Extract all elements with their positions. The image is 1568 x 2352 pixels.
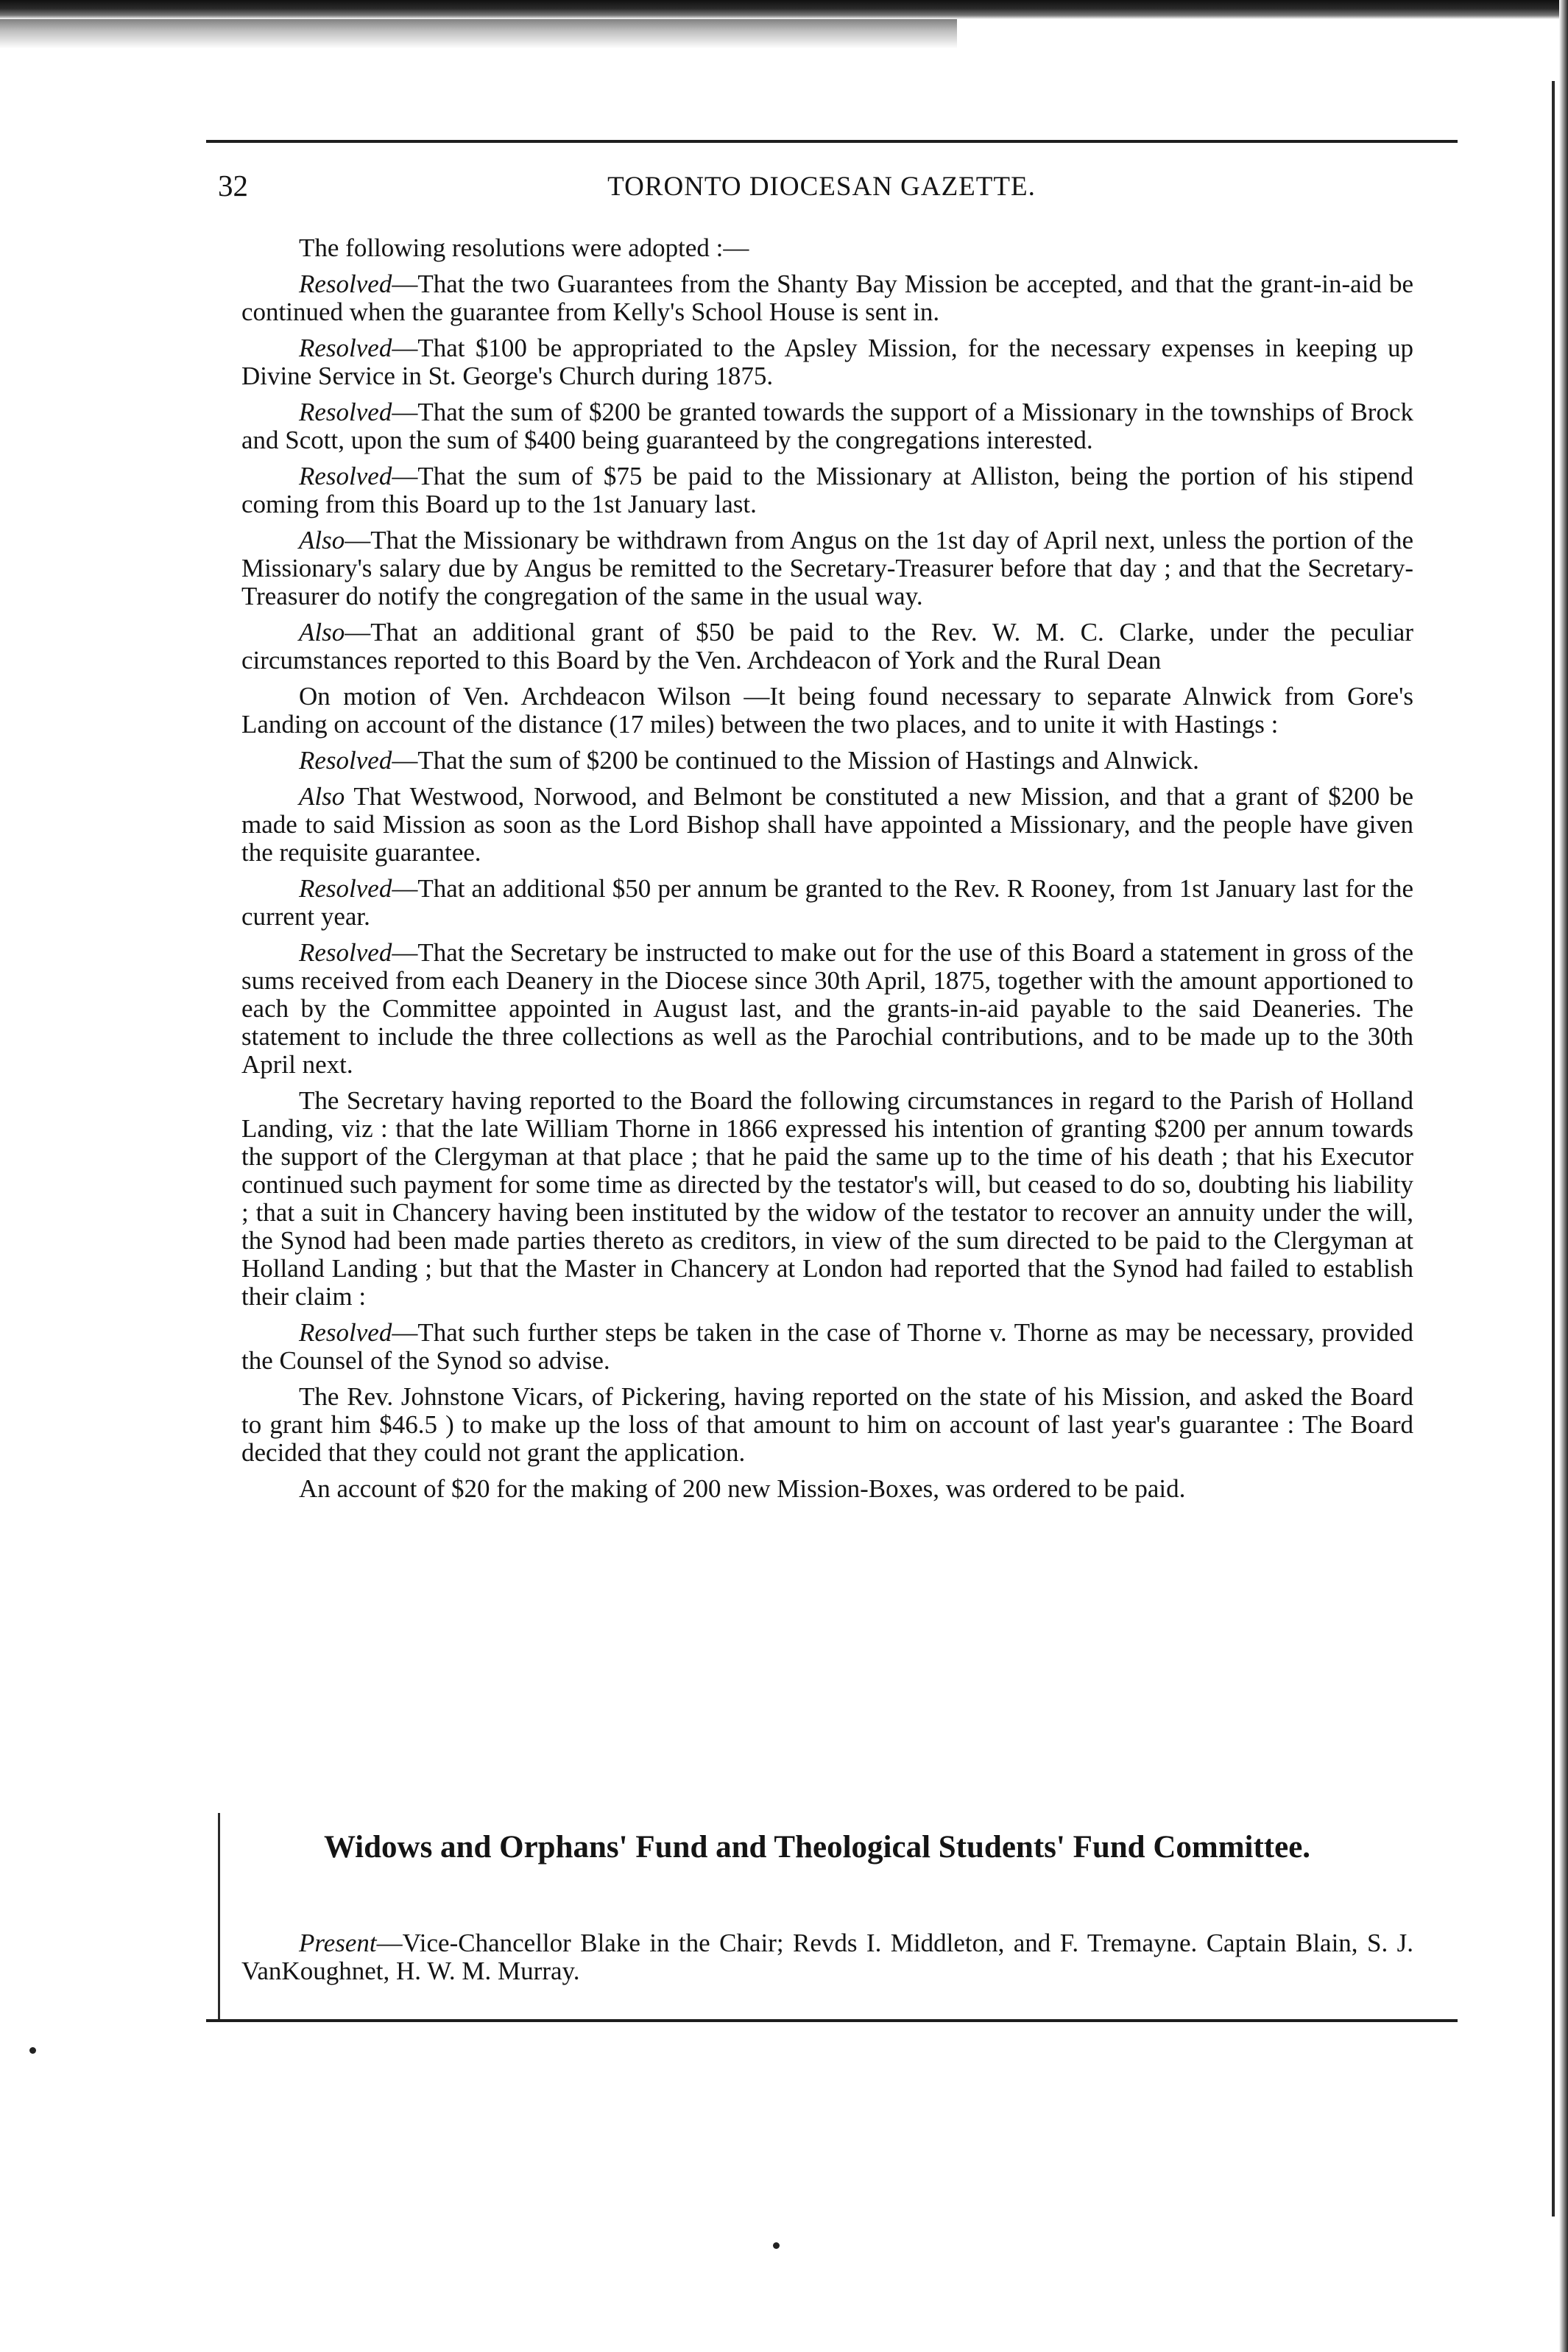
scan-speck [29, 2047, 36, 2054]
paragraph-lead: Resolved [299, 746, 392, 775]
paragraph-text: —That the sum of $75 be paid to the Missionary at Alliston, being the portion of his stipend coming from this Board up to the 1st January last. [241, 462, 1413, 518]
paragraph-lead: Resolved [299, 874, 392, 903]
paragraph [241, 1475, 1413, 1503]
paragraph-text: —That an additional grant of $50 be paid to the Rev. W. M. C. Clarke, under the peculiar circumstances reported to this Board by the Ven. Archdeacon of York and the Rural Dean [241, 618, 1413, 675]
paragraph-lead: Present [299, 1929, 377, 1957]
paragraph-lead: Also [299, 526, 345, 554]
page-number: 32 [218, 169, 248, 203]
paragraph-lead: Resolved [299, 938, 392, 967]
paragraph [241, 783, 1413, 867]
running-title: TORONTO DIOCESAN GAZETTE. [607, 172, 1036, 202]
paragraph-text: That Westwood, Norwood, and Belmont be constituted a new Mission, and that a grant of $200 be made to said Mission as soon as the Lord Bishop shall have appointed a Missionary, and the people have given the requisite guarantee. [241, 782, 1413, 867]
paragraph-lead: Also [299, 618, 345, 647]
bottom-rule [206, 2019, 1458, 2022]
paragraph [241, 270, 1413, 326]
paragraph-text: An account of $20 for the making of 200 new Mission-Boxes, was ordered to be paid. [299, 1474, 1186, 1503]
scan-streak [0, 19, 957, 49]
paragraph-lead: Resolved [299, 398, 392, 426]
paragraph-text: —That such further steps be taken in the case of Thorne v. Thorne as may be necessary, provided the Counsel of the Synod so advise. [241, 1318, 1413, 1375]
margin-line [218, 1813, 220, 2019]
minutes-body [241, 234, 1413, 1511]
paragraph [241, 1087, 1413, 1311]
paragraph [241, 683, 1413, 739]
paragraph-text: —Vice-Chancellor Blake in the Chair; Revds I. Middleton, and F. Tremayne. Captain Blain, S. J. VanKoughnet, H. W. M. Murray. [241, 1929, 1413, 1985]
scan-border-right [1559, 0, 1568, 2352]
scan-border-top [0, 0, 1568, 19]
paragraph [241, 398, 1413, 454]
paragraph-text: —That the two Guarantees from the Shanty Bay Mission be accepted, and that the grant-in-aid be continued when the guarantee from Kelly's School House is sent in. [241, 270, 1413, 326]
section-heading: Widows and Orphans' Fund and Theological Students' Fund Committee. [323, 1830, 1311, 1865]
paragraph-lead: Resolved [299, 1318, 392, 1347]
paragraph [241, 1929, 1413, 1985]
paragraph [241, 462, 1413, 518]
paragraph [241, 1383, 1413, 1467]
paragraph [241, 234, 1413, 262]
paragraph-lead: Resolved [299, 334, 392, 362]
top-rule [206, 140, 1458, 143]
paragraph [241, 747, 1413, 775]
paragraph [241, 875, 1413, 931]
paragraph-lead: Also [299, 782, 345, 811]
paragraph [241, 939, 1413, 1079]
paragraph-text: —That $100 be appropriated to the Apsley Mission, for the necessary expenses in keeping up Divine Service in St. George's Church during 1875. [241, 334, 1413, 390]
paragraph [241, 619, 1413, 675]
paragraph-text: The following resolutions were adopted :— [299, 233, 749, 262]
paragraph-text: The Secretary having reported to the Board the following circumstances in regard to the Parish of Holland Landing, viz : that the late William Thorne in 1866 expressed his intention of granting $200 per annum towards the support of the Clergyman at that place ; that he paid the same up to the time of his death ; that his Executor continued such payment for some time as directed by the testator's will, but ceased to do so, doubting his liability ; that a suit in Chancery having been instituted by the widow of the testator to recover an annuity under the will, the Synod had been made parties thereto as creditors, in view of the sum directed to be paid to the Clergyman at Holland Landing ; but that the Master in Chancery at London had reported that the Synod had failed to establish their claim : [241, 1086, 1413, 1311]
paragraph-text: —That the Secretary be instructed to make out for the use of this Board a statement in gross of the sums received from each Deanery in the Diocese since 30th April, 1875, together with the amount apportioned to each by the Committee appointed in August last, and the grants-in-aid payable to the said Deaneries. The statement to include the three collections as well as the Parochial contributions, and to be made up to the 30th April next. [241, 938, 1413, 1079]
scan-line-right [1552, 81, 1555, 2217]
paragraph [241, 334, 1413, 390]
paragraph [241, 1319, 1413, 1375]
paragraph-lead: Resolved [299, 462, 392, 490]
paragraph [241, 527, 1413, 610]
paragraph-lead: Resolved [299, 270, 392, 298]
paragraph-text: —That the sum of $200 be granted towards the support of a Missionary in the townships of Brock and Scott, upon the sum of $400 being guaranteed by the congregations interested. [241, 398, 1413, 454]
paragraph-text: On motion of Ven. Archdeacon Wilson —It being found necessary to separate Alnwick from Gore's Landing on account of the distance (17 miles) between the two places, and to unite it with Hastings : [241, 682, 1413, 739]
paragraph-text: The Rev. Johnstone Vicars, of Pickering, having reported on the state of his Mission, and asked the Board to grant him $46.5 ) to make up the loss of that amount to him on account of last year's guarantee : The Board decided that they could not grant the application. [241, 1382, 1413, 1467]
paragraph-text: —That an additional $50 per annum be granted to the Rev. R Rooney, from 1st January last for the current year. [241, 874, 1413, 931]
present-paragraph [241, 1929, 1413, 1985]
paragraph-text: —That the sum of $200 be continued to the Mission of Hastings and Alnwick. [392, 746, 1199, 775]
page-header [218, 168, 1425, 212]
scan-speck [773, 2242, 780, 2249]
paragraph-text: —That the Missionary be withdrawn from Angus on the 1st day of April next, unless the portion of the Missionary's salary due by Angus be remitted to the Secretary-Treasurer before that day ; and that the Secretary-Treasurer do notify the congregation of the same in the usual way. [241, 526, 1413, 610]
